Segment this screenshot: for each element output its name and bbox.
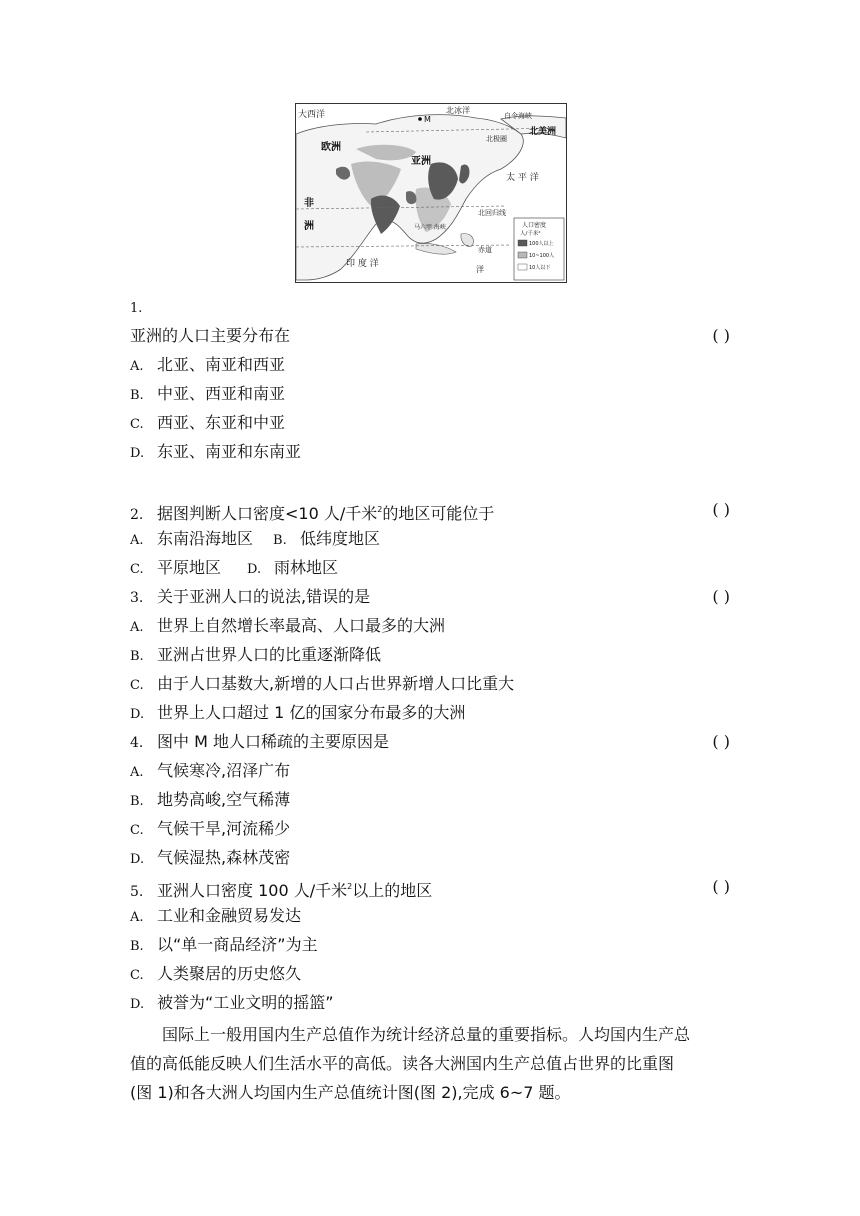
question-2-stem-post: 的地区可能位于 bbox=[382, 504, 495, 523]
option-text: 雨林地区 bbox=[274, 558, 339, 577]
option-text: 被誉为“工业文明的摇篮” bbox=[157, 993, 334, 1012]
label-arctic-circle: 北极圈 bbox=[486, 135, 507, 143]
question-5-stem-sup: 2 bbox=[347, 882, 353, 891]
question-2-stem-line bbox=[130, 495, 730, 524]
question-2-option-b[interactable] bbox=[273, 529, 380, 548]
question-4-stem-line bbox=[130, 727, 730, 756]
label-europe: 欧洲 bbox=[321, 142, 341, 153]
question-2-option-c[interactable] bbox=[130, 558, 221, 577]
label-north-america: 北美洲 bbox=[529, 127, 557, 137]
label-oceania: 洋 bbox=[476, 265, 484, 274]
reading-paragraph bbox=[130, 1020, 730, 1107]
option-text: 气候干旱,河流稀少 bbox=[157, 819, 291, 838]
paragraph-line-3-text: (图 1)和各大洲人均国内生产总值统计图(图 2),完成 6~7 题。 bbox=[130, 1083, 571, 1102]
option-text: 中亚、西亚和南亚 bbox=[157, 384, 286, 403]
option-text: 由于人口基数大,新增的人口占世界新增人口比重大 bbox=[157, 674, 515, 693]
option-text: 人类聚居的历史悠久 bbox=[157, 964, 302, 983]
question-2-answer-blank[interactable]: ( ) bbox=[712, 500, 730, 519]
option-letter: A. bbox=[130, 910, 144, 925]
question-3-option-c[interactable] bbox=[130, 669, 730, 698]
question-1-option-a[interactable] bbox=[130, 350, 730, 379]
m-point-marker bbox=[418, 117, 422, 121]
label-africa-1: 非 bbox=[304, 198, 314, 209]
question-5-option-d[interactable] bbox=[130, 988, 730, 1017]
paragraph-line-1-text: 国际上一般用国内生产总值作为统计经济总量的重要指标。人均国内生产总 bbox=[162, 1025, 691, 1044]
question-3-option-b[interactable] bbox=[130, 640, 730, 669]
question-2-options-row-2 bbox=[130, 553, 730, 582]
question-5-option-c[interactable] bbox=[130, 959, 730, 988]
paragraph-line-3 bbox=[130, 1078, 730, 1107]
question-1-option-c[interactable] bbox=[130, 408, 730, 437]
question-1-option-d[interactable] bbox=[130, 437, 730, 466]
question-2-stem-sup: 2 bbox=[377, 505, 383, 514]
question-5-stem-post: 以上的地区 bbox=[352, 881, 433, 900]
question-1-number: 1. bbox=[130, 301, 143, 316]
map-svg bbox=[296, 104, 566, 282]
legend-item-high: 100人以上 bbox=[529, 241, 554, 247]
option-letter: D. bbox=[130, 852, 145, 867]
label-m: M bbox=[424, 115, 431, 124]
question-5-option-b[interactable] bbox=[130, 930, 730, 959]
legend-swatch-high bbox=[518, 240, 527, 246]
option-text: 平原地区 bbox=[157, 558, 222, 577]
question-5-stem-pre: 亚洲人口密度 100 人/千米 bbox=[157, 881, 348, 900]
paragraph-line-1 bbox=[130, 1020, 730, 1049]
question-2-option-d[interactable] bbox=[247, 558, 338, 577]
label-atlantic: 大西洋 bbox=[298, 110, 326, 120]
question-1-number-line bbox=[130, 292, 730, 321]
legend-item-low: 10人以下 bbox=[529, 265, 551, 271]
option-letter: B. bbox=[130, 794, 144, 809]
label-africa-2: 洲 bbox=[304, 221, 314, 232]
option-text: 东南沿海地区 bbox=[157, 529, 254, 548]
option-text: 低纬度地区 bbox=[300, 529, 381, 548]
option-text: 工业和金融贸易发达 bbox=[157, 906, 302, 925]
paragraph-line-2-text: 值的高低能反映人们生活水平的高低。读各大洲国内生产总值占世界的比重图 bbox=[130, 1054, 675, 1073]
option-letter: D. bbox=[130, 446, 145, 461]
question-4-option-a[interactable] bbox=[130, 756, 730, 785]
label-arctic: 北冰洋 bbox=[446, 106, 470, 115]
label-bering: 白令海峡 bbox=[504, 112, 532, 120]
question-2-stem-pre: 据图判断人口密度<10 人/千米 bbox=[157, 504, 378, 523]
option-letter: B. bbox=[273, 533, 287, 548]
option-text: 北亚、南亚和西亚 bbox=[157, 355, 286, 374]
question-5-option-a[interactable] bbox=[130, 901, 730, 930]
question-3-option-a[interactable] bbox=[130, 611, 730, 640]
option-letter: D. bbox=[247, 562, 262, 577]
question-2-number: 2. bbox=[130, 507, 144, 523]
map-legend bbox=[514, 218, 564, 280]
question-list bbox=[130, 292, 730, 1017]
question-4-stem: 图中 M 地人口稀疏的主要原因是 bbox=[157, 732, 389, 751]
option-text: 以“单一商品经济”为主 bbox=[157, 935, 318, 954]
question-4-number: 4. bbox=[130, 735, 144, 751]
option-letter: C. bbox=[130, 968, 144, 983]
legend-title: 人口密度 bbox=[522, 222, 547, 229]
option-letter: D. bbox=[130, 997, 145, 1012]
option-letter: B. bbox=[130, 388, 144, 403]
option-letter: C. bbox=[130, 562, 144, 577]
question-3-stem: 关于亚洲人口的说法,错误的是 bbox=[157, 587, 371, 606]
option-letter: C. bbox=[130, 417, 144, 432]
label-pacific: 太 平 洋 bbox=[506, 173, 539, 183]
question-5-stem-line bbox=[130, 872, 730, 901]
question-3-stem-line bbox=[130, 582, 730, 611]
question-4-option-d[interactable] bbox=[130, 843, 730, 872]
question-2-option-a[interactable] bbox=[130, 529, 253, 548]
legend-swatch-mid bbox=[518, 252, 527, 258]
option-text: 亚洲占世界人口的比重逐渐降低 bbox=[157, 645, 382, 664]
option-letter: B. bbox=[130, 649, 144, 664]
label-equator: 赤道 bbox=[478, 246, 492, 254]
question-4-option-c[interactable] bbox=[130, 814, 730, 843]
legend-item-mid: 10~100人 bbox=[529, 253, 555, 259]
question-4-answer-blank[interactable]: ( ) bbox=[712, 732, 730, 751]
option-text: 东亚、南亚和东南亚 bbox=[157, 442, 302, 461]
question-2-options-row-1 bbox=[130, 524, 730, 553]
paragraph-line-2 bbox=[130, 1049, 730, 1078]
spacer bbox=[130, 466, 730, 495]
label-indian: 印 度 洋 bbox=[346, 259, 379, 269]
option-text: 世界上自然增长率最高、人口最多的大洲 bbox=[157, 616, 446, 635]
option-letter: B. bbox=[130, 939, 144, 954]
question-1-stem: 亚洲的人口主要分布在 bbox=[130, 326, 291, 345]
option-letter: A. bbox=[130, 359, 144, 374]
option-text: 世界上人口超过 1 亿的国家分布最多的大洲 bbox=[157, 703, 466, 722]
question-5-number: 5. bbox=[130, 884, 144, 900]
asia-population-density-map bbox=[295, 103, 567, 283]
legend-swatch-low bbox=[518, 264, 527, 270]
question-3-option-d[interactable] bbox=[130, 698, 730, 727]
label-asia: 亚洲 bbox=[411, 156, 431, 167]
option-text: 西亚、东亚和中亚 bbox=[157, 413, 286, 432]
option-letter: A. bbox=[130, 620, 144, 635]
question-1-stem-line bbox=[130, 321, 730, 350]
question-1-option-b[interactable] bbox=[130, 379, 730, 408]
option-letter: C. bbox=[130, 823, 144, 838]
legend-unit: 人/千米² bbox=[520, 231, 541, 237]
question-4-option-b[interactable] bbox=[130, 785, 730, 814]
option-text: 地势高峻,空气稀薄 bbox=[157, 790, 291, 809]
option-letter: C. bbox=[130, 678, 144, 693]
option-text: 气候寒冷,沼泽广布 bbox=[157, 761, 291, 780]
option-letter: A. bbox=[130, 765, 144, 780]
option-letter: D. bbox=[130, 707, 145, 722]
label-malacca: 马六甲 海峡 bbox=[414, 224, 446, 231]
question-3-answer-blank[interactable]: ( ) bbox=[712, 587, 730, 606]
option-text: 气候湿热,森林茂密 bbox=[157, 848, 291, 867]
question-3-number: 3. bbox=[130, 590, 144, 606]
question-1-answer-blank[interactable]: ( ) bbox=[712, 326, 730, 345]
option-letter: A. bbox=[130, 533, 144, 548]
label-tropic: 北回归线 bbox=[478, 209, 506, 217]
question-5-answer-blank[interactable]: ( ) bbox=[712, 877, 730, 896]
